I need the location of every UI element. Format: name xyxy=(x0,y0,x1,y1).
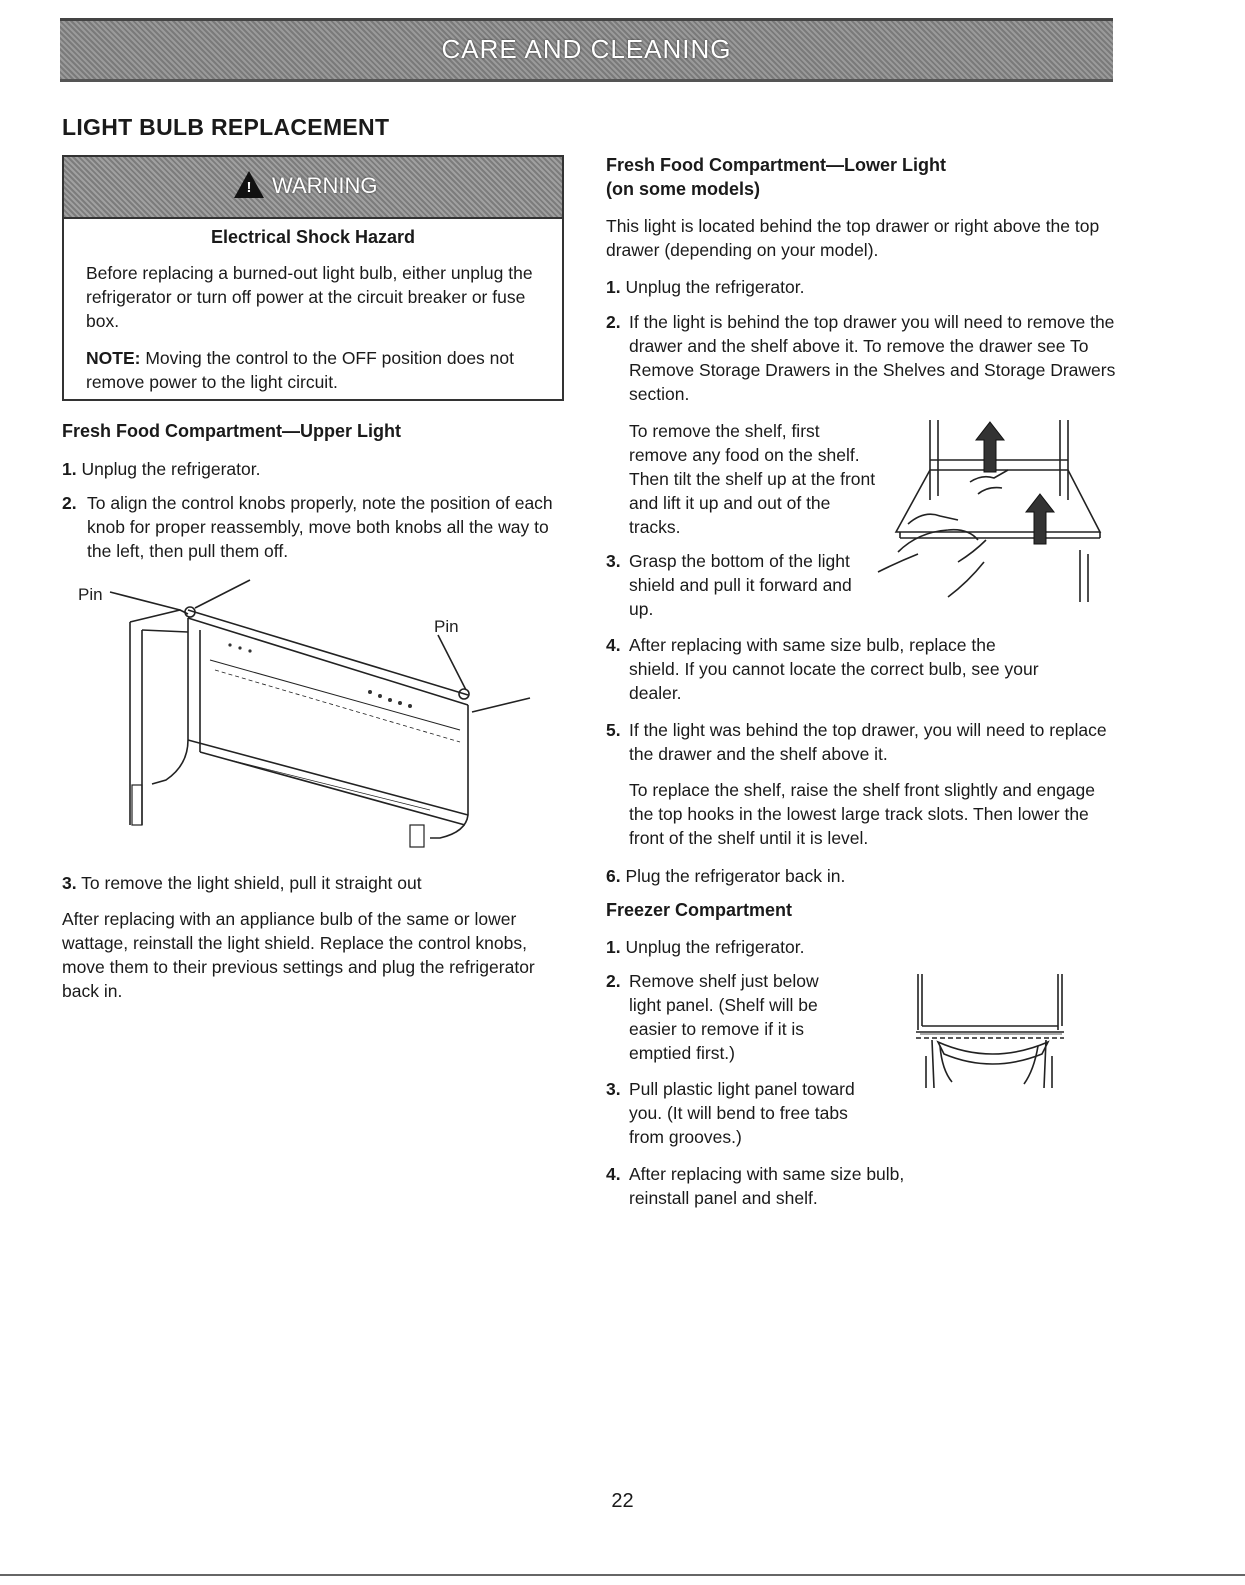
lower-shelf-text: To remove the shelf, first remove any food on the shelf. Then tilt the shelf up at the front and lift it up and out of the tracks. xyxy=(629,421,876,537)
step-number: 6. xyxy=(606,866,621,886)
header-banner xyxy=(60,18,1113,82)
lower-step-5 xyxy=(606,718,1116,766)
freezer-light-panel-figure xyxy=(912,970,1072,1100)
lower-intro: This light is located behind the top drawer or right above the top drawer (depending on your model). xyxy=(606,216,1100,260)
step-number: 2. xyxy=(606,971,621,991)
note-label: NOTE: xyxy=(86,348,141,368)
warning-text: Before replacing a burned-out light bulb, either unplug the refrigerator or turn off power at the circuit breaker or fuse box. xyxy=(86,263,533,331)
exclamation-icon: ! xyxy=(246,179,252,196)
freezer-heading: Freezer Compartment xyxy=(606,900,793,920)
warning-note xyxy=(86,346,546,394)
lower-light-heading-line-2: (on some models) xyxy=(606,179,761,199)
section-title: LIGHT BULB REPLACEMENT xyxy=(62,114,390,140)
step-text: After replacing with same size bulb, replace the shield. If you cannot locate the correct bulb, see your dealer. xyxy=(629,635,1039,703)
step-number: 3. xyxy=(606,1079,621,1099)
step-text: Unplug the refrigerator. xyxy=(625,277,805,297)
lower-light-heading-line-1: Fresh Food Compartment—Lower Light xyxy=(606,155,946,175)
upper-step-1 xyxy=(62,457,562,481)
step-text: If the light is behind the top drawer you will need to remove the drawer and the shelf above it. To remove the drawer see To Remove Storage Drawers in the Shelves and Storage Drawers section. xyxy=(629,312,1116,404)
lower-light-heading xyxy=(606,153,1126,201)
lower-step-3 xyxy=(606,549,876,621)
step-text: Unplug the refrigerator. xyxy=(81,459,261,479)
freezer-step-3 xyxy=(606,1077,906,1149)
freezer-step-4 xyxy=(606,1162,1116,1210)
bottom-rule xyxy=(0,1574,1245,1576)
upper-step-2 xyxy=(62,491,572,563)
step-number: 1. xyxy=(606,277,621,297)
upper-light-shield-figure xyxy=(70,570,550,860)
upper-after-text: After replacing with an appliance bulb of the same or lower wattage, reinstall the light shield. Replace the control knobs, move them to their previous settings and plug the refrigerator back in. xyxy=(62,909,535,1001)
upper-step-3 xyxy=(62,871,572,895)
page-number: 22 xyxy=(611,1490,634,1512)
lower-step-1 xyxy=(606,275,1116,299)
step-number: 4. xyxy=(606,635,621,655)
step-number: 5. xyxy=(606,720,621,740)
lower-step-4 xyxy=(606,633,1116,705)
step-text: Plug the refrigerator back in. xyxy=(625,866,846,886)
warning-header xyxy=(64,157,562,219)
figure-label-pin-right: Pin xyxy=(434,617,459,636)
lower-step-2 xyxy=(606,310,1116,406)
step-text: To align the control knobs properly, note the position of each knob for proper reassembly, move both knobs all the way to the left, then pull them off. xyxy=(87,493,553,561)
step-text: Unplug the refrigerator. xyxy=(625,937,805,957)
banner-title: CARE AND CLEANING xyxy=(441,34,732,64)
figure-label-pin-left: Pin xyxy=(78,585,103,604)
note-text: Moving the control to the OFF position does not remove power to the light circuit. xyxy=(86,348,514,392)
step-text: Remove shelf just below light panel. (Shelf will be easier to remove if it is emptied first.) xyxy=(629,971,819,1063)
step-number: 1. xyxy=(606,937,621,957)
step-number: 3. xyxy=(62,873,77,893)
step-number: 4. xyxy=(606,1164,621,1184)
lower-step-6 xyxy=(606,864,1116,888)
warning-title: WARNING xyxy=(272,173,378,198)
step-number: 2. xyxy=(606,312,621,332)
step-text: Pull plastic light panel toward you. (It will bend to free tabs from grooves.) xyxy=(629,1079,855,1147)
step-number: 3. xyxy=(606,551,621,571)
step-text: After replacing with same size bulb, reinstall panel and shelf. xyxy=(629,1164,905,1208)
lower-replace-text: To replace the shelf, raise the shelf front slightly and engage the top hooks in the lowest large track slots. Then lower the front of the shelf until it is level. xyxy=(629,780,1095,848)
step-text: Grasp the bottom of the light shield and pull it forward and up. xyxy=(629,551,852,619)
freezer-step-2 xyxy=(606,969,866,1065)
step-number: 2. xyxy=(62,493,77,513)
shelf-removal-figure xyxy=(878,412,1108,612)
step-number: 1. xyxy=(62,459,77,479)
step-text: To remove the light shield, pull it straight out xyxy=(81,873,422,893)
upper-light-heading: Fresh Food Compartment—Upper Light xyxy=(62,421,401,441)
step-text: If the light was behind the top drawer, you will need to replace the drawer and the shelf above it. xyxy=(629,720,1107,764)
warning-subtitle: Electrical Shock Hazard xyxy=(210,227,416,247)
freezer-step-1 xyxy=(606,935,1116,959)
warning-box xyxy=(62,155,564,401)
